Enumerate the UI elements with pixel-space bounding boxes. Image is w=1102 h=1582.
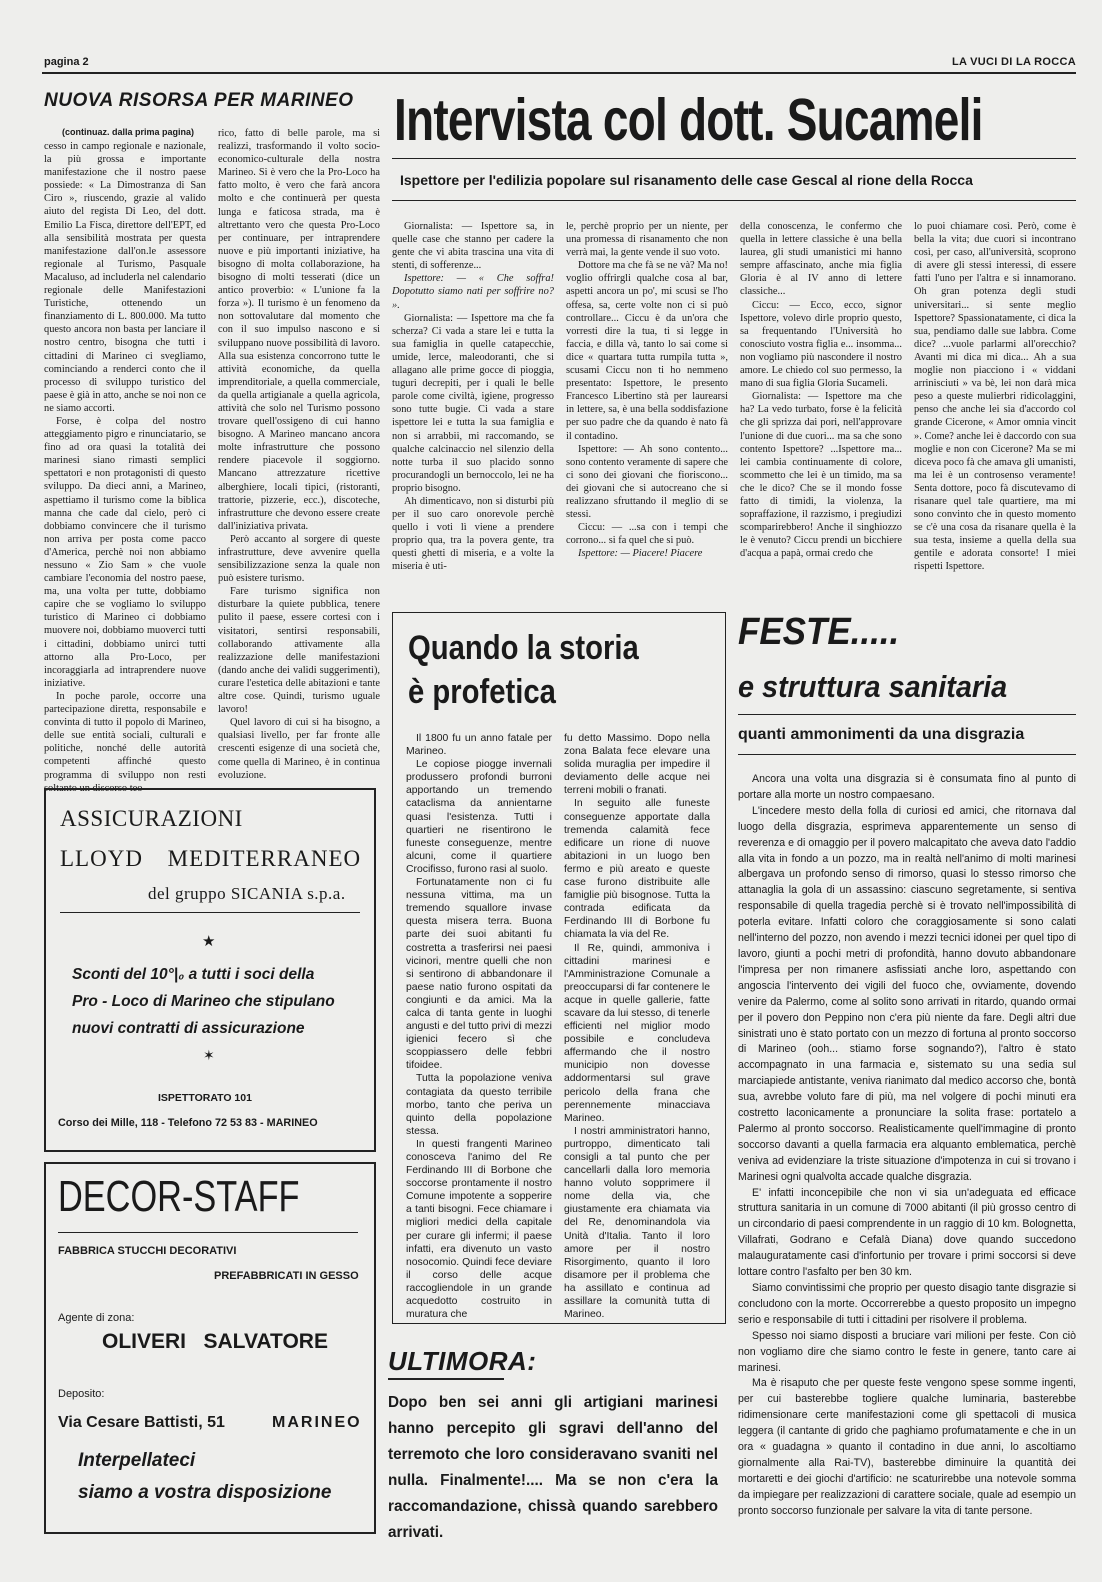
ultimora-text: Dopo ben sei anni gli artigiani marinesi hanno percepito gli sgravi dell'anno del terremoto che loro consideravano svaniti nel nulla. Finalmente!.... Ma se non c'era la raccomandazione, chissà quando sarebbero arrivati. (388, 1394, 718, 1541)
intervista-column-4 (914, 220, 1076, 588)
risorsa-c1c: In poche parole, occorre una partecipazione diretta, responsabile e convinta di tutto il popolo di Marineo, delle sue entità sociali, culturali e politiche, nonché delle autorità competenti affinché questo programma di sviluppo non resti soltanto un discorso teo- (44, 690, 206, 794)
storia-c1c: Fortunatamente non ci fu nessuna vittima, ma un tremendo squallore invase questa misera terra. Buona parte dei suoi abitanti fu costretta a trasferirsi nei paesi vicinori, mentre quelli che non si sentirono di abbandonare il paese natio furono ospitati da congiunti e da amici. Ma la calca di tanta gente in luoghi angusti e del tutto privi di mezzi igienici fecero sì che scoppiassero delle febbri tifoidee. (406, 877, 552, 1072)
feste-p6: Ma è risaputo che per queste feste vengono spese somme ingenti, per cui basterebbe togliere qualche luminaria, basterebbe ridimensionare certe manifestazioni come gli spettacoli di musica leggera (il cantante di grido che paghiamo profumatamente e che in un ora « guadagna » quanto il contadino in due anni, lo ascoltiamo giornalmente alla Rai-TV), basterebbe diminuire la quantità dei mortaretti e dei giochi d'artificio: ne scaturirebbe una notevole somma da impiegare per realizzazioni di carattere sociale, quale ad esempio un pronto soccorso funzionale per salvare la vita di tante persone. (738, 1377, 1076, 1517)
ad-lloyd-promo-3: nuovi contratti di assicurazione (72, 1020, 305, 1037)
risorsa-column-1 (44, 140, 206, 794)
intervista-column-1 (392, 220, 554, 588)
ad-lloyd-address: Corso dei Mille, 118 - Telefono 72 53 83 - MARINEO (58, 1117, 318, 1129)
storia-title-line-1: Quando la storia (408, 629, 639, 667)
intervista-c2e: Ispettore: — Piacere! Piacere (578, 548, 703, 560)
intervista-column-2 (566, 220, 728, 588)
feste-rule-bottom (738, 754, 1076, 755)
ad-lloyd-promo-1: Sconti del 10°|₀ a tutti i soci della (72, 966, 315, 983)
risorsa-column-2 (218, 127, 380, 780)
storia-column-2 (564, 732, 710, 1321)
risorsa-c1b: Forse, è colpa del nostro atteggiamento pigro e rinunciatario, se fino ad ora quasi la totalità dei marinesi siano rimasti semplici spettatori e non protagonisti di questo sviluppo. Da dieci anni, a Marineo, aspettiamo il turismo come la biblica manna che cade dal cielo, però ci dobbiamo convincere che il turismo non arriva per posta come pacco d'America, perchè noi non abbiamo nessuno « Zio Sam » che vuole cambiare l'economia del nostro paese, ma, una volta per tutte, dobbiamo capire che se vogliamo lo sviluppo turistico di Marineo ci dobbiamo muovere noi, dobbiamo muoverci tutti i cittadini, dobbiamo unirci tutti attorno alla Pro-Loco, per incoraggiarla ad intraprendere nuove iniziative. (44, 415, 206, 689)
feste-title-1: FESTE..... (738, 611, 900, 653)
feste-p5: Spesso noi siamo disposti a bruciare vari milioni per feste. Con ciò non vogliamo dire che siamo contro le feste in genere, tanto care ai marinesi. (738, 1329, 1076, 1374)
storia-c2: fu detto Massimo. Dopo nella zona Balata fece elevare una solida muraglia per impedire il deviamento delle acque nei terreni mobili o franati. (564, 733, 710, 797)
intervista-c4: lo puoi chiamare così. Però, come è bella la vita; due cuori si incontrano così, per caso, all'università, scoprono di avere gli stessi interessi, di essere fatti l'uno per l'altra e si innamorano. Oh gran potenza degli studi universitari... si sente meglio Ispettore? Spassionatamente, ci dica la sua, pendiamo dalle sue labbra. Come dice? ...vuole parlarmi all'orecchio? Avanti mi dica mi dica... Ah a sua moglie non piacciono i « viddani arrinisciuti » va bè, lei non darà mica peso a queste mulierbri ridicolaggini, penso che anche lei sia d'accordo col grande Cicerone, « Amor omnia vincit ». Come? anche lei è daccordo con sua moglie e non con Cicerone? Ma se mi diceva poco fà che amava gli umanisti, ma lei è un controsenso veramente! Senta dottore, poco fà discutevamo di risanare quel tale quartiere, ma mi sono convinto che in questo momento se c'è una cosa da risanare quella è la sua testa, insieme a quella della sua gentile e adorata consorte! I miei rispetti Ispettore. (914, 221, 1076, 573)
ad-lloyd-line-2: LLOYD MEDITERRANEO (60, 846, 362, 871)
intervista-c1d: Ah dimenticavo, non si disturbi più per il suo caro onorevole perchè quello i voti lì viene a prendere proprio qua, tra la povera gente, tra questi ghetti di miseria, e a volte la miseria è uti- (392, 495, 554, 573)
risorsa-c1: cesso in campo regionale e nazionale, la più grossa e importante manifestazione che il nostro paese possiede: « La Dimostranza di San Ciro », riuscendo, grazie al valido aiuto del regista Di Leo, del dott. Emilio La Fisca, direttore dell'EPT, ed alla sensibilità mostrata per questa manifestazione dall'on.le assessore regionale al Turismo, Pasquale Macaluso, ad includerla nel calendario regionale delle Manifestazioni Turistiche, ottenendo un finanziamento di L. 800.000. Ma tutto questo ancora non basta per lanciare il nostro centro, bisogna che tutti i cittadini di Marineo ci svegliamo, cominciando a renderci conto che il processo di sviluppo turistico del paese è già in atto, anche se noi non ce ne siamo accorti. (44, 141, 206, 414)
intervista-column-3 (740, 220, 902, 588)
feste-p1: Ancora una volta una disgrazia si è consumata fino al punto di portare alla morte un nostro compaesano. (738, 773, 1076, 801)
storia-c2d: I nostri amministratori hanno, purtroppo, dimenticato tali consigli a tal punto che per cancellarli dalla loro memoria hanno voluto sopprimere il nome della via, che giustamente era chiamata via del Re, denominandola via Unità d'Italia. Tanto il loro amore per il nostro Risorgimento, quanto il loro disamore per il problema che ha assillato e continua ad assillare la comunità tutta di Marineo. (564, 1125, 710, 1321)
intervista-c1b: Ispettore: — « Che soffra! Dopotutto siamo nati per soffrire no? ». (392, 273, 554, 311)
intervista-c1c: Giornalista: — Ispettore ma che fa scherza? Ci vada a stare lei e tutta la sua famiglia in quelle catapecchie, umide, lerce, maleodoranti, che si allagano alle prime gocce di pioggia, tuguri decrepiti, per i quali le belle parole come civiltà, igiene, progresso sono tutte bugie. Ci vada a stare ispettore lei e tutta la sua famiglia e non si arrabbii, mi raccomando, se qualche calcinaccio nel silenzio della notte turba il suo placido sonno procurandogli un bernoccolo, lei ne ha proprio bisogno. (392, 312, 554, 494)
risorsa-c2b: Però accanto al sorgere di queste infrastrutture, deve avvenire quella sensibilizzazione senza la quale non può esistere turismo. (218, 533, 380, 585)
feste-p3: E' infatti inconcepibile che non vi sia un'adeguata ed efficace struttura sanitaria in un comune di 7000 abitanti (il più grosso centro di un circondario di paesi comprendente in un raggio di 10 km. Bolognetta, Villafrati, Godrano e Cefalà Diana) dove quando succedono malauguratamente casi d'infortunio per trovare i primi soccorsi si deve lottare contro l'asfalto per ben 30 km. (738, 1186, 1076, 1279)
ad-decor-rule (58, 1232, 358, 1233)
storia-c1: Il 1800 fu un anno fatale per Marineo. (406, 733, 552, 758)
risorsa-title: NUOVA RISORSA PER MARINEO (44, 90, 354, 111)
ad-lloyd-rule (60, 912, 360, 913)
ad-decor-tag-2: PREFABBRICATI IN GESSO (214, 1270, 359, 1282)
ad-decor-street: Via Cesare Battisti, 51 (58, 1414, 225, 1431)
intervista-title: Intervista col dott. Sucameli (394, 87, 983, 153)
storia-c2b: In seguito alle funeste conseguenze apportate dalla tremenda calamità fece edificare un rione di nuove abitazioni in un luogo ben fermo e più areato e queste case furono distribuite alle famiglie più bisognose. Tutta la contrada edificata da Ferdinando III di Borbone fu chiamata la via del Re. (564, 798, 710, 941)
ad-decor-brand: DECOR-STAFF (58, 1172, 300, 1221)
feste-rule-top (738, 714, 1076, 715)
intervista-c3b: Ciccu: — Ecco, ecco, signor Ispettore, volevo dirle proprio questo, sa frequentando l'Università ho conosciuto vostra figlia e... insomma... non vogliamo più nascondere il nostro amore. Le chiedo col suo permesso, la mano di sua figlia Gloria Sucameli. (740, 299, 902, 390)
intervista-c2d: Ciccu: — ...sa con i tempi che corrono... si fa quel che si può. (566, 522, 728, 547)
feste-title-2: e struttura sanitaria (738, 669, 1008, 704)
ad-lloyd-line-1: ASSICURAZIONI (60, 806, 243, 831)
ad-decor-deposit-label: Deposito: (58, 1388, 105, 1400)
ultimora-title: ULTIMORA: (388, 1346, 537, 1376)
storia-title-line-2: è profetica (408, 673, 556, 711)
ad-decor-agent: OLIVERI SALVATORE (102, 1330, 328, 1353)
intervista-c3c: Giornalista: — Ispettore ma che ha? La vedo turbato, forse è la felicità che gli sprizza dai pori, nell'approvare l'unione di due cuori... ma sa che sono contento Ispettore? ...Ispettore ma... lei cambia continuamente di colore, scommetto che lei è un timido, ma sa che le dico? Che se il mondo fosse fatto di timidi, la violenza, la sopraffazione, il razzismo, i pregiudizi scomparirebbero! Anche il singhiozzo le è venuto? Ciccu prendi un bicchiere d'acqua a papà, ormai credo che (740, 391, 902, 560)
feste-p2: L'incedere mesto della folla di curiosi ed amici, che ritornava dal luogo della disgrazia, esprimeva apparentemente un senso di reverenza e di omaggio per il povero malcapitato che aveva dato l'addio alla vita in fondo a un pozzo, ma in realtà nell'animo di molti marinesi albergava un profondo senso di rimorso, quasi lo stesso rimorso che attanaglia la gola di un assassino: ciascuno segretamente, si sentiva responsabile di quella tragedia perchè si è trovato nell'impossibilità di poterla evitare. Infatti coloro che coraggiosamente si sono calati nell'interno del pozzo, non avendo i mezzi tecnici idonei per quel tipo di lavoro, giunti a pochi metri di profondità, hanno dovuto abbandonare l'impresa per non rimanere asfissiati anche loro, aspettando con angoscia l'intervento dei vigili del fuoco che, ovviamente, dovendo venire da Palermo, come al solito sono arrivati in ritardo, quando ormai per il povero don Peppino non c'era più niente da fare. Degli altri due sinistrati uno è stato portato con un mezzo di fortuna al pronto soccorso di Marineo (ooh... stiamo forse sognando?), l'altro è stato accompagnato in una farmacia e, sistemato su una sedia sul marciapiede antistante, veniva rianimato dal medico accorso che, bontà sua, avrebbe voluto fare di più, ma nel volgere di pochi minuti era costretto laconicamente a pronunciare la solita frase: portatelo a Palermo al pronto soccorso. Realisticamente quell'immagine di pronto soccorso davanti a quella farmacia era alquanto emblematica, perchè veniva ad evidenziare la triste situazione d'impotenza in cui si trovano i Marinesi ogni qualvolta accade qualche disgrazia. (738, 804, 1076, 1183)
intervista-c2: le, perchè proprio per un niente, per una promessa di risanamento che non verrà mai, la gente vende il suo voto. (566, 221, 728, 259)
storia-c1d: Tutta la popolazione veniva contagiata da questo terribile morbo, tanto che periva un quinto della popolazione stessa. (406, 1073, 552, 1137)
risorsa-continued: (continuaz. dalla prima pagina) (62, 127, 195, 137)
intervista-c3: della conoscenza, le confermo che quella in lettere classiche è una bella laurea, gli studi umanistici mi hanno sempre affascinato, anche mia figlia Gloria è al IV anno di lettere classiche... (740, 221, 902, 298)
storia-column-1 (406, 732, 552, 1321)
ad-lloyd-promo-2: Pro - Loco di Marineo che stipulano (72, 993, 335, 1010)
intervista-c2b: Dottore ma che fà se ne và? Ma no! voglio offrirgli qualche cosa al bar, aspetti ancora un po', mi scusi se l'ho offesa, sa, certe volte non ci si può controllare... Ciccu è da un'ora che vorresti dire la tua, ti si legge in faccia, e dilla và, tanto lo sai come si dice « quartara tutta rumpila tutta », scusami Ciccu non ti ho nemmeno presentato: Ispettore, le presento Francesco Libertino stà per laurearsi in lettere, sa, è una bella soddisfazione per suo padre che da quando è nato fà il contadino. (566, 260, 728, 442)
ad-decor-tag-1: FABBRICA STUCCHI DECORATIVI (58, 1245, 237, 1257)
feste-body (738, 772, 1076, 1562)
intervista-rule-top (392, 158, 1076, 159)
ad-lloyd-star-2: ✶ (203, 1049, 215, 1064)
ultimora-rule (388, 1378, 504, 1380)
feste-p4: Siamo convintissimi che proprio per questo disagio tante disgrazie si concludono con la morte. Occorrerebbe a questo proposito un impegno serio e responsabile di tutti i cittadini per risolvere il problema. (738, 1282, 1076, 1326)
ad-lloyd-office: ISPETTORATO 101 (158, 1092, 252, 1104)
risorsa-c2: rico, fatto di belle parole, ma si realizzi, trasformando il volto socio-economico-culturale della nostra Marineo. Si è vero che la Pro-Loco ha fatto molto, è vero che farà ancora molto e che continuerà per questa lunga e faticosa strada, ma è altrettanto vero che questa Pro-Loco per continuare, per intraprendere nuove e più importanti iniziative, ha bisogno di molta collaborazione, ha bisogno di molti tesserati (dice un antico proverbio: « L'unione fa la forza »). Il turismo è un fenomeno da non sottovalutare dal momento che con il suo impulso nascono e si sviluppano nuove possibilità di lavoro. Alla sua esistenza concorrono tutte le attività economiche, da quella imprenditoriale, a quella commerciale, da quella artigianale a quella agricola, attività che solo nel Turismo possono trovare quell'ossigeno di cui hanno bisogno. A Marineo mancano ancora molte infrastrutture che possono rendere piacevole il soggiorno. Mancano attrezzature ricettive alberghiere, locali tipici, (ristoranti, trattorie, pizzerie, ecc.), discoteche, infrastrutture che devono essere create dall'iniziativa privata. (218, 128, 380, 532)
risorsa-c2d: Quel lavoro di cui si ha bisogno, a qualsiasi livello, per far fronte alle crescenti esigenze di una società che, come quella di Marineo, è in continua evoluzione. (218, 717, 380, 781)
ad-decor-cta-1: Interpellateci (78, 1450, 196, 1471)
header-rule (42, 72, 1076, 74)
ad-decor-cta-2: siamo a vostra disposizione (78, 1482, 332, 1503)
ad-decor-agent-label: Agente di zona: (58, 1312, 135, 1324)
storia-c1b: Le copiose piogge invernali produssero profondi burroni apportando un tremendo cataclisma da annientarne quasi l'esistenza. Tutti i quartieri ne risentirono le funeste conseguenze, mentre alcuni, come il quartiere Crocifisso, furono rasi al suolo. (406, 759, 552, 875)
ad-lloyd-line-3: del gruppo SICANIA s.p.a. (148, 884, 346, 903)
storia-c1e: In questi frangenti Marineo conosceva l'animo del Re Ferdinando III di Borbone che soccorse prontamente il nostro Comune impotente a sopperire a tanti bisogni. Fece chiamare i migliori medici della capitale per curare gli infermi; il paese infatti, era divenuto un vasto nosocomio. Quindi fece deviare il corso delle acque raccogliendole in un grande acquedotto costruito in muratura che (406, 1138, 552, 1321)
ad-decor-town: MARINEO (272, 1414, 362, 1431)
storia-c2c: Il Re, quindi, ammoniva i cittadini marinesi e l'Amministrazione Comunale a preoccuparsi di far contenere le acque in quelle gallerie, fatte scavare da lui stesso, di tenerle efficienti nel miglior modo possibile e concludeva affermando che il nostro municipio non dovesse addormentarsi sul grave pericolo della frana che perennemente minacciava Marineo. (564, 942, 710, 1124)
page-number: pagina 2 (44, 56, 89, 68)
intervista-subtitle: Ispettore per l'edilizia popolare sul risanamento delle case Gescal al rione della Rocca (400, 172, 973, 188)
ad-lloyd-star: ★ (202, 934, 216, 950)
feste-subtitle: quanti ammonimenti da una disgrazia (738, 726, 1025, 743)
risorsa-c2c: Fare turismo significa non disturbare la quiete pubblica, tenere pulito il paese, essere cortesi con i visitatori, sentirsi responsabili, collaborando attivamente alla realizzazione delle manifestazioni (dando anche dei validi suggerimenti), curare l'estetica delle abitazioni e tante altre cose. Quindi, turismo uguale lavoro! (218, 586, 380, 716)
newspaper-name: LA VUCI DI LA ROCCA (951, 56, 1076, 68)
intervista-c2c: Ispettore: — Ah sono contento... sono contento veramente di sapere che ci sono dei giovani che fioriscono... dei giovani che si autocreano che si realizzano sfruttando il meglio di se stessi. (566, 443, 728, 521)
intervista-c1: Giornalista: — Ispettore sa, in quelle case che stanno per cadere la gente che vi abita trascina una vita di stenti, di sofferenze... (392, 221, 554, 272)
intervista-rule-bottom (392, 200, 1076, 201)
